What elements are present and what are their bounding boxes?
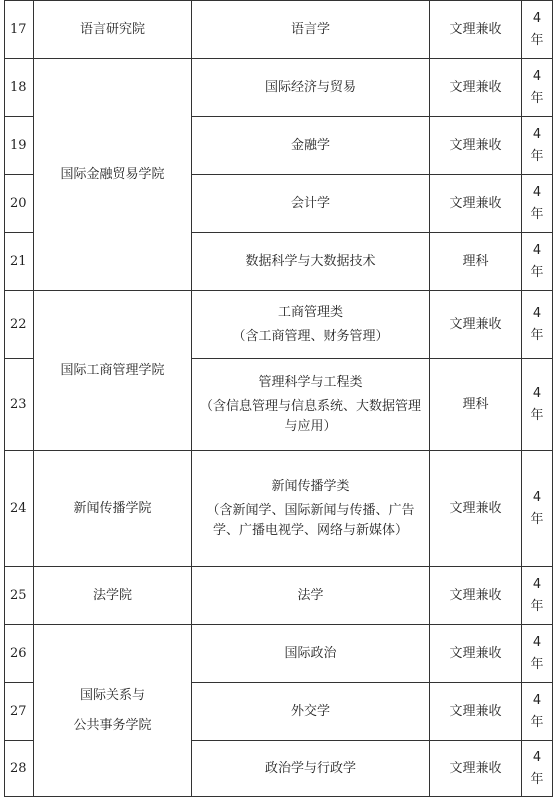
major-cell: 政治学与行政学 xyxy=(192,741,430,797)
years-cell xyxy=(522,59,553,117)
category-cell: 理科 xyxy=(430,359,522,451)
row-number: 20 xyxy=(5,175,34,233)
major-cell: 国际政治 xyxy=(192,625,430,683)
school-cell xyxy=(34,625,192,797)
category-cell: 文理兼收 xyxy=(430,175,522,233)
row-number: 17 xyxy=(5,1,34,59)
years-cell xyxy=(522,683,553,741)
table-row xyxy=(5,567,553,625)
major-cell: 外交学 xyxy=(192,683,430,741)
table-row xyxy=(5,59,553,117)
major-note: （含工商管理、财务管理） xyxy=(232,328,389,344)
category-cell: 文理兼收 xyxy=(430,451,522,567)
category-cell: 文理兼收 xyxy=(430,291,522,359)
years-cell xyxy=(522,359,553,451)
major-cell: 数据科学与大数据技术 xyxy=(192,233,430,291)
school-cell: 新闻传播学院 xyxy=(34,451,192,567)
years-text: 4年 xyxy=(530,634,544,672)
years-cell xyxy=(522,625,553,683)
row-number: 19 xyxy=(5,117,34,175)
category-cell: 文理兼收 xyxy=(430,567,522,625)
category-cell: 文理兼收 xyxy=(430,59,522,117)
major-cell: 金融学 xyxy=(192,117,430,175)
years-cell xyxy=(522,1,553,59)
years-cell xyxy=(522,233,553,291)
years-text: 4年 xyxy=(530,184,544,222)
table-row xyxy=(5,1,553,59)
school-cell: 法学院 xyxy=(34,567,192,625)
row-number: 25 xyxy=(5,567,34,625)
row-number: 26 xyxy=(5,625,34,683)
category-cell: 文理兼收 xyxy=(430,625,522,683)
major-cell: 法学 xyxy=(192,567,430,625)
major-cell: 国际经济与贸易 xyxy=(192,59,430,117)
major-title: 管理科学与工程类 xyxy=(258,374,363,390)
major-cell xyxy=(192,291,430,359)
major-cell xyxy=(192,359,430,451)
row-number: 27 xyxy=(5,683,34,741)
majors-table xyxy=(4,0,553,797)
years-text: 4年 xyxy=(530,749,544,787)
school-cell: 国际金融贸易学院 xyxy=(34,59,192,291)
school-line: 国际关系与 xyxy=(79,687,145,703)
category-cell: 文理兼收 xyxy=(430,1,522,59)
years-cell xyxy=(522,117,553,175)
school-cell: 国际工商管理学院 xyxy=(34,291,192,451)
years-cell xyxy=(522,451,553,567)
years-text: 4年 xyxy=(530,489,544,527)
table-row xyxy=(5,625,553,683)
school-cell: 语言研究院 xyxy=(34,1,192,59)
row-number: 28 xyxy=(5,741,34,797)
years-cell xyxy=(522,567,553,625)
category-cell: 文理兼收 xyxy=(430,117,522,175)
row-number: 18 xyxy=(5,59,34,117)
major-cell xyxy=(192,451,430,567)
major-cell: 会计学 xyxy=(192,175,430,233)
years-text: 4年 xyxy=(530,126,544,164)
school-line: 公共事务学院 xyxy=(73,717,152,733)
category-cell: 文理兼收 xyxy=(430,683,522,741)
row-number: 21 xyxy=(5,233,34,291)
major-note: （含信息管理与信息系统、大数据管理与应用） xyxy=(199,398,421,434)
years-text: 4年 xyxy=(530,305,544,343)
years-text: 4年 xyxy=(530,10,544,48)
major-note: （含新闻学、国际新闻与传播、广告学、广播电视学、网络与新媒体） xyxy=(206,502,415,538)
years-cell xyxy=(522,741,553,797)
years-cell xyxy=(522,291,553,359)
row-number: 23 xyxy=(5,359,34,451)
major-title: 新闻传播学类 xyxy=(271,478,350,494)
years-cell xyxy=(522,175,553,233)
years-text: 4年 xyxy=(530,68,544,106)
years-text: 4年 xyxy=(530,242,544,280)
major-cell: 语言学 xyxy=(192,1,430,59)
table-row xyxy=(5,451,553,567)
category-cell: 文理兼收 xyxy=(430,741,522,797)
row-number: 24 xyxy=(5,451,34,567)
table-row xyxy=(5,291,553,359)
years-text: 4年 xyxy=(530,692,544,730)
major-title: 工商管理类 xyxy=(277,304,343,320)
row-number: 22 xyxy=(5,291,34,359)
years-text: 4年 xyxy=(530,385,544,423)
years-text: 4年 xyxy=(530,576,544,614)
category-cell: 理科 xyxy=(430,233,522,291)
